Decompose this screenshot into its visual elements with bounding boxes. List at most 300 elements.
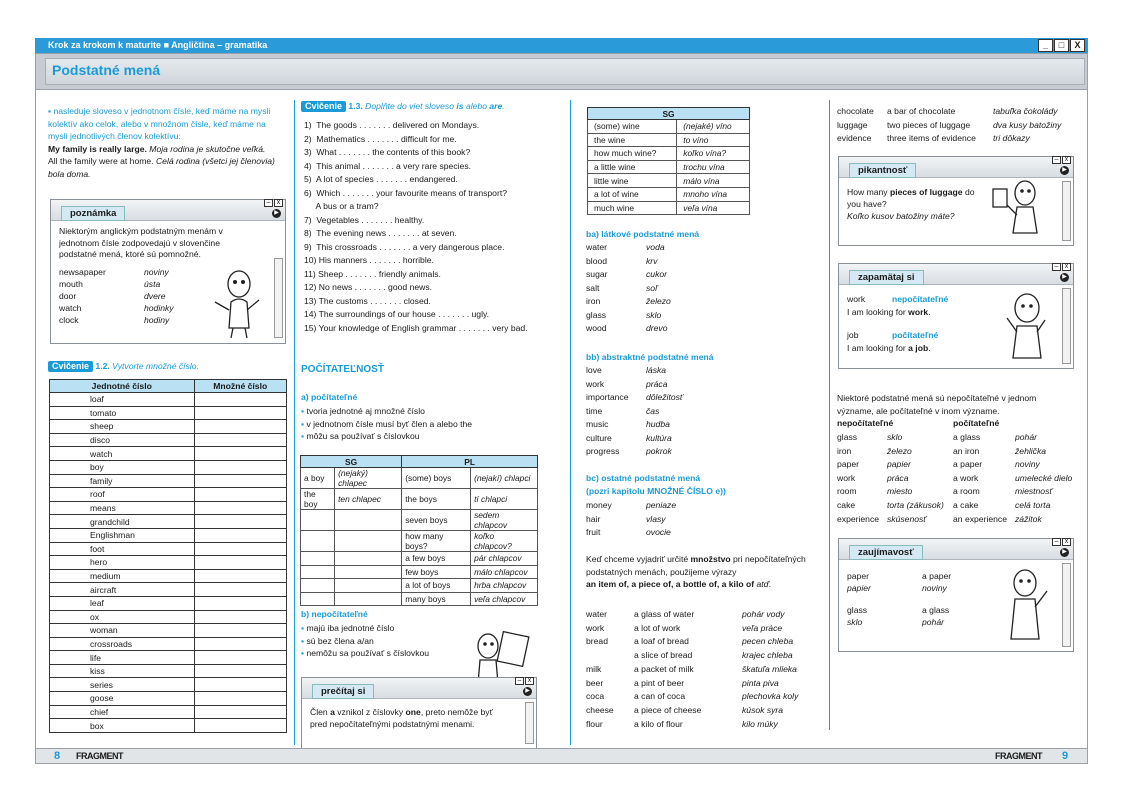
box-minimize-icon[interactable]: – xyxy=(1052,538,1061,546)
pointing-figure-icon xyxy=(999,565,1055,649)
spicy-q2: pieces of luggage xyxy=(889,187,963,197)
plural-table xyxy=(49,379,287,733)
exercise-item: 14) The surroundings of our house . . . . . . . ugly. xyxy=(304,309,490,319)
table-row xyxy=(588,120,750,134)
meaning-pairs xyxy=(837,431,1072,526)
table-row xyxy=(301,565,538,579)
plural-answer-cell[interactable] xyxy=(194,624,286,638)
word-en: sugar xyxy=(586,269,608,279)
luggage-figure-icon xyxy=(989,175,1061,243)
remember-scrollbar[interactable] xyxy=(1062,288,1071,364)
plural-answer-cell[interactable] xyxy=(194,460,286,474)
table-row xyxy=(50,678,287,692)
quantity-phrase: a pint of beer xyxy=(634,677,685,688)
table-cell: (nejaký) chlapec xyxy=(335,468,402,489)
bullet-text: sú bez člena a/an xyxy=(306,635,374,646)
collective-list xyxy=(837,105,1061,146)
example-sk: Celá rodina (všetci jej členovia) bola doma. xyxy=(48,156,275,179)
quantity-noun: water xyxy=(586,609,608,619)
exercise-number: 1.2. xyxy=(95,361,110,371)
spicy-sk: Koľko kusov batožiny máte? xyxy=(847,211,955,221)
box-close-icon[interactable]: x xyxy=(1062,263,1071,271)
singular-cell: loaf xyxy=(50,393,195,407)
table-cell: pár chlapcov xyxy=(471,552,538,566)
plural-answer-cell[interactable] xyxy=(194,719,286,733)
exercise-item: 15) Your knowledge of English grammar . . . . . . . very bad. xyxy=(304,322,528,333)
quantity-sk: plechovka koly xyxy=(742,691,799,702)
remember-sentence-1: I am looking for xyxy=(847,306,909,317)
box-minimize-icon[interactable]: – xyxy=(515,677,524,685)
word-en: salt xyxy=(586,282,600,293)
table-row xyxy=(50,528,287,542)
plural-answer-cell[interactable] xyxy=(194,583,286,597)
box-close-icon[interactable]: x xyxy=(1062,538,1071,546)
table-row xyxy=(301,579,538,593)
section-heading: POČÍTATEĽNOSŤ xyxy=(301,364,384,375)
collective-row xyxy=(837,132,1061,146)
box-minimize-icon[interactable]: – xyxy=(264,199,273,207)
plural-answer-cell[interactable] xyxy=(194,488,286,502)
bullet-item xyxy=(301,647,481,660)
exercise-item: 9) This crossroads . . . . . . . a very dangerous place. xyxy=(304,241,505,252)
plural-answer-cell[interactable] xyxy=(194,542,286,556)
wine-en: (some) wine xyxy=(588,120,677,134)
series-title: Krok za krokom k maturite xyxy=(48,40,162,50)
exercise-item: 12) No news . . . . . . . good news. xyxy=(304,282,433,292)
uncountable-en: paper xyxy=(837,459,859,470)
col-header-singular: Jednotné číslo xyxy=(50,380,195,393)
singular-cell: foot xyxy=(50,542,195,556)
singular-cell: roof xyxy=(50,488,195,502)
note-sk: hodinky xyxy=(144,303,174,314)
wine-en: much wine xyxy=(588,201,677,215)
table-cell xyxy=(335,565,402,579)
word-en: music xyxy=(586,419,609,429)
table-cell: a lot of boys xyxy=(402,579,471,593)
table-row xyxy=(588,201,750,215)
collective-phrase: two pieces of luggage xyxy=(887,119,971,130)
remember-sentence-2-end: . xyxy=(928,342,931,353)
example-en: All the family were at home. xyxy=(48,156,154,166)
table-row xyxy=(50,515,287,529)
plural-answer-cell[interactable] xyxy=(194,528,286,542)
uncountable-en: work xyxy=(837,472,856,483)
word-sk: železo xyxy=(646,296,671,306)
quantity-text-2: pri nepočítateľných podstatných menách, použijeme výrazy xyxy=(586,554,806,577)
word-en: love xyxy=(586,365,602,375)
countable-en: a room xyxy=(953,486,980,497)
plural-answer-cell[interactable] xyxy=(194,664,286,678)
word-en: importance xyxy=(586,392,629,402)
subject-title: Angličtina – gramatika xyxy=(171,40,268,50)
bullet-icon: ▪ xyxy=(301,648,307,658)
play-arrow-icon[interactable]: ▶ xyxy=(1060,548,1069,557)
bullet-item xyxy=(301,622,481,635)
wine-sk: mnoho vína xyxy=(677,187,750,201)
exercise-item: 1) The goods . . . . . . . delivered on Mondays. xyxy=(304,120,480,130)
table-cell: sedem chlapcov xyxy=(471,510,538,531)
word-sk: čas xyxy=(646,405,660,416)
close-button[interactable]: X xyxy=(1070,39,1085,52)
table-cell: a boy xyxy=(301,468,335,489)
table-row xyxy=(50,433,287,447)
wine-en: a lot of wine xyxy=(588,187,677,201)
plural-answer-cell[interactable] xyxy=(194,692,286,706)
box-close-icon[interactable]: x xyxy=(274,199,283,207)
uncountable-en: cake xyxy=(837,499,856,510)
meaning-row xyxy=(837,499,1072,513)
wine-sk: málo vína xyxy=(677,174,750,188)
plural-answer-cell[interactable] xyxy=(194,474,286,488)
box-minimize-icon[interactable]: – xyxy=(1052,263,1061,271)
plural-answer-cell[interactable] xyxy=(194,501,286,515)
word-row xyxy=(586,255,671,269)
exercise-instruction: Doplňte do viet sloveso xyxy=(365,101,457,111)
meaning-row xyxy=(837,431,1072,445)
table-row xyxy=(50,583,287,597)
quantity-phrase: a slice of bread xyxy=(634,650,693,661)
uncountable-sk: železo xyxy=(887,445,912,456)
bullet-icon: ▪ xyxy=(301,635,307,646)
singular-cell: means xyxy=(50,501,195,515)
word-row xyxy=(586,526,676,540)
singular-cell: leaf xyxy=(50,596,195,610)
column-divider xyxy=(570,100,571,745)
quantity-row xyxy=(586,677,798,691)
uncountable-en: iron xyxy=(837,445,852,456)
wine-sk: to víno xyxy=(677,133,750,147)
singular-cell: box xyxy=(50,719,195,733)
word-en: time xyxy=(586,405,603,416)
table-row xyxy=(50,406,287,420)
table-cell: hrba chlapcov xyxy=(471,579,538,593)
table-row xyxy=(50,542,287,556)
countable-en: a paper xyxy=(953,459,983,470)
wine-en: a little wine xyxy=(588,160,677,174)
uncountable-header: nepočítateľné xyxy=(837,418,894,428)
bullet-text: môžu sa používať s číslovkou xyxy=(306,431,420,441)
word-sk: peniaze xyxy=(646,500,677,510)
quantity-sk: kúsok syra xyxy=(742,704,784,715)
singular-cell: chief xyxy=(50,705,195,719)
note-box xyxy=(50,199,286,344)
table-cell xyxy=(301,565,335,579)
uncountable-sk: skúsenosť xyxy=(887,513,927,524)
interest-box xyxy=(838,538,1074,652)
quantity-sk: veľa práce xyxy=(742,622,783,633)
quantity-phrase: a piece of cheese xyxy=(634,704,702,715)
bullet-item xyxy=(301,405,563,418)
singular-cell: crossroads xyxy=(50,637,195,651)
play-arrow-icon[interactable]: ▶ xyxy=(272,209,281,218)
uncountable-en: glass xyxy=(837,432,858,442)
box-minimize-icon[interactable]: – xyxy=(1052,156,1061,164)
play-arrow-icon[interactable]: ▶ xyxy=(1060,166,1069,175)
word-row xyxy=(586,499,676,513)
quantity-phrase: a kilo of flour xyxy=(634,718,683,729)
bullet-text: nemôžu sa používať s číslovkou xyxy=(306,648,430,658)
word-row xyxy=(586,432,683,446)
meaning-row xyxy=(837,445,1072,459)
note-sk: dvere xyxy=(144,290,166,301)
plural-answer-cell[interactable] xyxy=(194,420,286,434)
countable-sk: noviny xyxy=(1015,459,1040,470)
exercise-item: 13) The customs . . . . . . . closed. xyxy=(304,295,431,306)
intro-text: nasleduje sloveso v jednotnom čísle, keď máme na mysli kolektív ako celok, alebo v množnom čísle, keď máme na mysli jednotlivých členov kolektívu: xyxy=(48,106,271,141)
quantity-phrase: a lot of work xyxy=(634,622,681,633)
note-sk: hodiny xyxy=(144,315,170,326)
quantity-noun: coca xyxy=(586,691,605,702)
meaning-row xyxy=(837,485,1072,499)
word-row xyxy=(586,322,671,336)
remember-label-countable: počítateľné xyxy=(892,330,939,340)
box-close-icon[interactable]: x xyxy=(1062,156,1071,164)
note-en: door xyxy=(59,290,77,301)
countable-table xyxy=(300,455,538,606)
plural-answer-cell[interactable] xyxy=(194,515,286,529)
table-cell: few boys xyxy=(402,565,471,579)
example-en-2: really large. xyxy=(99,143,147,154)
word-row xyxy=(586,268,671,282)
word-row xyxy=(586,391,683,405)
play-arrow-icon[interactable]: ▶ xyxy=(1060,273,1069,282)
countable-sk: pohár xyxy=(1015,432,1037,442)
wine-sk: (nejaké) víno xyxy=(677,120,750,134)
table-cell: many boys xyxy=(402,592,471,606)
table-cell: málo chlapcov xyxy=(471,565,538,579)
word-row xyxy=(586,513,676,527)
countable-en: a glass xyxy=(953,432,981,442)
word-row xyxy=(586,378,683,392)
col1-intro xyxy=(48,105,284,180)
remember-sentence-1-word: work xyxy=(908,306,929,317)
word-row xyxy=(586,405,683,419)
wine-en: how much wine? xyxy=(588,147,677,161)
interest-right: a paper xyxy=(922,571,952,581)
read-box xyxy=(301,677,537,749)
bb-title: bb) abstraktné podstatné mená xyxy=(586,352,714,362)
exercise-item: 3) What . . . . . . . the contents of this book? xyxy=(304,147,471,157)
uncountable-sk: papier xyxy=(887,459,911,470)
word-sk: kultúra xyxy=(646,432,672,443)
bullet-icon: ▪ xyxy=(301,406,307,416)
table-row xyxy=(50,393,287,407)
word-is: is xyxy=(456,101,464,111)
bc-list xyxy=(586,499,676,540)
singular-cell: ox xyxy=(50,610,195,624)
quantity-noun: bread xyxy=(586,636,608,647)
singular-cell: woman xyxy=(50,624,195,638)
read-text-2: vznikol z číslovky xyxy=(334,707,406,717)
plural-answer-cell[interactable] xyxy=(194,447,286,461)
collective-phrase: three items of evidence xyxy=(887,133,976,144)
collective-noun: evidence xyxy=(837,133,872,144)
exercise-badge: Cvičenie xyxy=(48,361,93,372)
play-arrow-icon[interactable]: ▶ xyxy=(523,687,532,696)
table-row xyxy=(50,447,287,461)
table-row xyxy=(301,552,538,566)
example-en: My family is xyxy=(48,143,100,154)
wine-sk: trochu vína xyxy=(677,160,750,174)
interest-right: a glass xyxy=(922,605,950,615)
table-cell: tí chlapci xyxy=(471,489,538,510)
exercise-badge: Cvičenie xyxy=(301,101,346,112)
table-row xyxy=(588,174,750,188)
plural-answer-cell[interactable] xyxy=(194,556,286,570)
table-row xyxy=(50,501,287,515)
table-row xyxy=(50,719,287,733)
word-en: water xyxy=(586,242,608,252)
exercise-1-2-header xyxy=(48,361,199,372)
quantity-etc: atď. xyxy=(754,579,772,589)
plural-answer-cell[interactable] xyxy=(194,651,286,665)
read-text-1: Člen xyxy=(310,707,331,717)
singular-cell: family xyxy=(50,474,195,488)
remember-word-job: job xyxy=(847,330,859,340)
collective-row xyxy=(837,119,1061,133)
subsection-b-title: b) nepočítateľné xyxy=(301,609,368,619)
uncountable-en: room xyxy=(837,486,857,497)
table-cell: the boy xyxy=(301,489,335,510)
plural-answer-cell[interactable] xyxy=(194,393,286,407)
subsection-a-bullets xyxy=(301,405,563,443)
remember-sentence-2: I am looking for xyxy=(847,342,909,353)
quantity-noun: flour xyxy=(586,718,603,729)
countable-header: počítateľné xyxy=(953,418,1000,428)
quantity-noun: work xyxy=(586,622,605,633)
plural-answer-cell[interactable] xyxy=(194,406,286,420)
exercise-item: 11) Sheep . . . . . . . friendly animals. xyxy=(304,268,441,279)
plural-answer-cell[interactable] xyxy=(194,433,286,447)
table-cell: (nejakí) chlapci xyxy=(471,468,538,489)
table-row xyxy=(50,705,287,719)
table-cell xyxy=(335,579,402,593)
quantity-intro xyxy=(586,553,826,591)
spicy-scrollbar[interactable] xyxy=(1062,181,1071,241)
bullet-text: majú iba jednotné číslo xyxy=(306,623,395,633)
ba-list xyxy=(586,241,671,336)
quantity-sk: pohár vody xyxy=(742,609,785,619)
wine-en: the wine xyxy=(588,133,677,147)
interest-scrollbar[interactable] xyxy=(1062,563,1071,647)
plural-answer-cell[interactable] xyxy=(194,637,286,651)
plural-answer-cell[interactable] xyxy=(194,596,286,610)
interest-left: paper xyxy=(847,571,869,581)
read-box-title: prečítaj si xyxy=(312,684,374,699)
table-row xyxy=(588,160,750,174)
spicy-q3: do you have? xyxy=(847,187,975,209)
word-are: are xyxy=(489,101,503,111)
table-cell: veľa chlapcov xyxy=(471,592,538,606)
table-row xyxy=(588,133,750,147)
singular-cell: boy xyxy=(50,460,195,474)
singular-cell: kiss xyxy=(50,664,195,678)
quantity-row xyxy=(586,718,798,732)
table-row xyxy=(50,610,287,624)
exercise-item: A bus or a tram? xyxy=(304,201,379,211)
pl-header: PL xyxy=(402,456,538,468)
uncountable-sk: sklo xyxy=(887,432,903,442)
plural-answer-cell[interactable] xyxy=(194,610,286,624)
spicy-box-title: pikantnosť xyxy=(849,163,916,178)
note-en: clock xyxy=(59,315,79,326)
quantity-row xyxy=(586,622,798,636)
quantity-row xyxy=(586,663,798,677)
subsection-b-bullets xyxy=(301,622,481,660)
brand-logo-left: FRAGMENT xyxy=(76,751,123,761)
plural-answer-cell[interactable] xyxy=(194,569,286,583)
countable-en: a cake xyxy=(953,499,979,510)
bc-subtitle: (pozri kapitolu MNOŽNÉ ČÍSLO e)) xyxy=(586,486,726,496)
word-en: culture xyxy=(586,432,612,443)
bullet-icon: ▪ xyxy=(301,418,307,429)
collective-phrase: a bar of chocolate xyxy=(887,106,956,116)
top-bar xyxy=(35,38,1088,53)
meaning-row xyxy=(837,458,1072,472)
table-row xyxy=(50,569,287,583)
quantity-sk: kilo múky xyxy=(742,718,778,729)
exercise-item: 6) Which . . . . . . . your favourite means of transport? xyxy=(304,187,507,198)
plural-answer-cell[interactable] xyxy=(194,705,286,719)
exercise-item: 4) This animal . . . . . . . a very rare species. xyxy=(304,160,471,171)
exercise-1-3-header xyxy=(301,101,563,112)
quantity-row xyxy=(586,704,798,718)
table-cell xyxy=(301,592,335,606)
singular-cell: series xyxy=(50,678,195,692)
singular-cell: life xyxy=(50,651,195,665)
table-cell xyxy=(335,592,402,606)
wine-table xyxy=(587,107,750,215)
minimize-button[interactable]: _ xyxy=(1038,39,1053,52)
singular-cell: Englishman xyxy=(50,528,195,542)
exercise-item: 5) A lot of species . . . . . . . endangered. xyxy=(304,174,458,184)
bullet-icon: ▪ xyxy=(301,623,307,633)
interest-left: papier xyxy=(847,583,871,593)
table-row xyxy=(50,637,287,651)
word-en: work xyxy=(586,378,605,389)
wine-sk: koľko vína? xyxy=(677,147,750,161)
collective-sk: tri dôkazy xyxy=(993,133,1030,144)
bullet-item xyxy=(301,635,481,648)
word-en: fruit xyxy=(586,527,601,537)
interest-right: noviny xyxy=(922,583,947,593)
bullet-item xyxy=(301,430,563,443)
word-sk: pokrok xyxy=(646,446,672,456)
word-en: wood xyxy=(586,323,607,333)
plural-answer-cell[interactable] xyxy=(194,678,286,692)
word-row xyxy=(586,309,671,323)
interest-left: glass xyxy=(847,605,868,615)
word-sk: dôležitosť xyxy=(646,392,683,402)
box-close-icon[interactable]: x xyxy=(525,677,534,685)
quantity-sk: pecen chleba xyxy=(742,636,794,647)
table-row xyxy=(588,187,750,201)
word-en: progress xyxy=(586,446,620,456)
note-en: newsapaper xyxy=(59,266,106,277)
uncountable-sk: práca xyxy=(887,472,909,483)
countable-en: a work xyxy=(953,472,979,483)
wine-sk: veľa vína xyxy=(677,201,750,215)
word-sk: krv xyxy=(646,255,658,266)
note-scrollbar[interactable] xyxy=(274,258,283,338)
maximize-button[interactable]: □ xyxy=(1054,39,1069,52)
note-sk: noviny xyxy=(144,266,169,277)
thinking-figure-icon xyxy=(995,288,1059,366)
table-row xyxy=(50,692,287,706)
table-cell xyxy=(301,552,335,566)
read-scrollbar[interactable] xyxy=(525,702,534,744)
table-row xyxy=(50,556,287,570)
